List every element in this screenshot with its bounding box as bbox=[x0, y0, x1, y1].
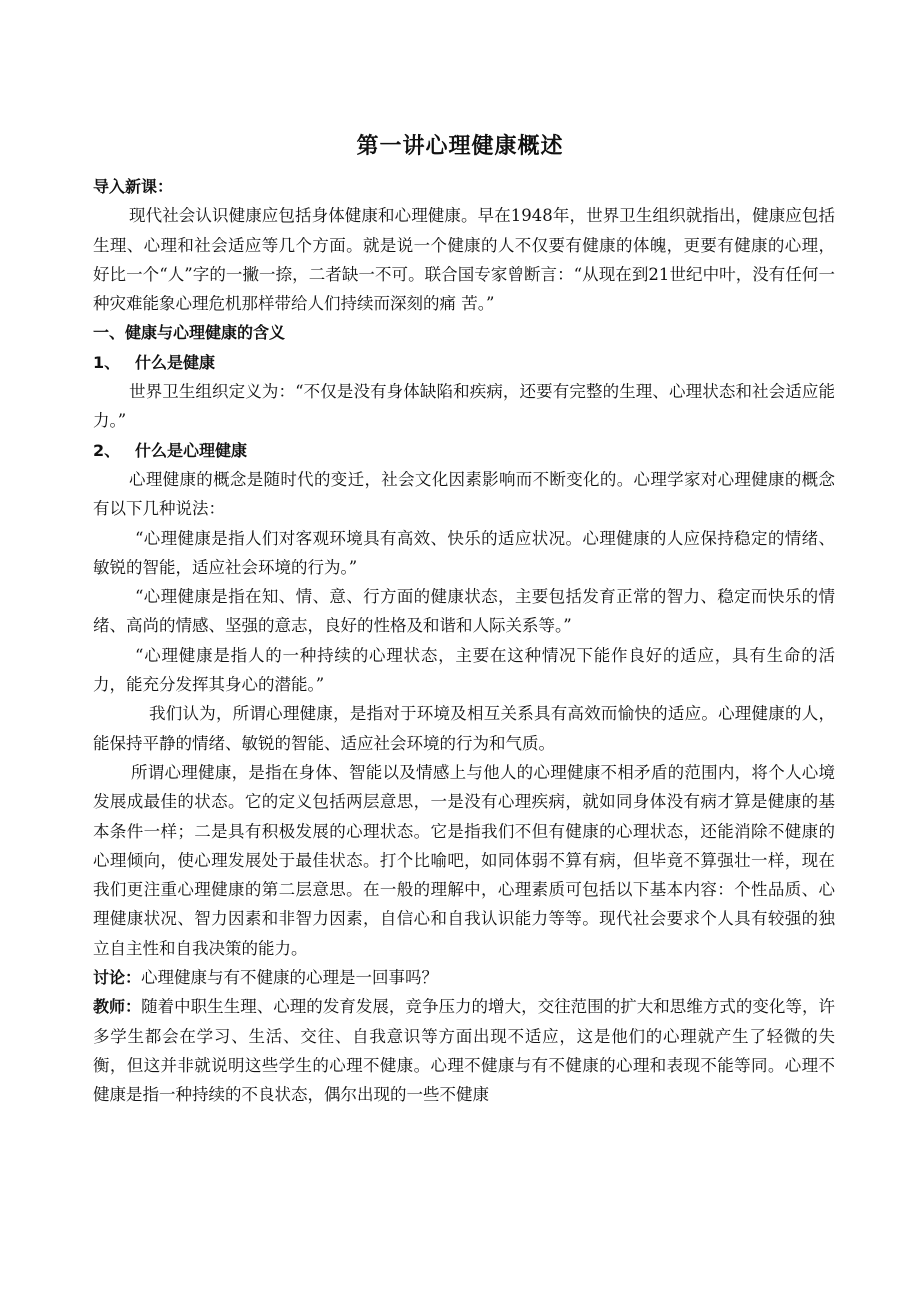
quote-1: “心理健康是指人们对客观环境具有高效、快乐的适应状况。心理健康的人应保持稳定的情绪、敏锐的智能，适应社会环境的行为。” bbox=[93, 528, 835, 577]
subsection1-heading-row bbox=[93, 348, 835, 377]
document-title: 第一讲心理健康概述 bbox=[356, 134, 564, 159]
discussion-paragraph bbox=[93, 963, 835, 992]
teacher-label: 教师： bbox=[93, 997, 142, 1017]
document-body bbox=[93, 172, 835, 1110]
quote-2: “心理健康是指在知、情、意、行方面的健康状态，主要包括发育正常的智力、稳定而快乐的情绪、高尚的情感、坚强的意志，良好的性格及和谐和人际关系等。” bbox=[93, 587, 835, 636]
intro-heading: 导入新课： bbox=[93, 177, 174, 196]
our-view-paragraph: 我们认为，所谓心理健康，是指对于环境及相互关系具有高效而愉快的适应。心理健康的人，能保持平静的情绪、敏锐的智能、适应社会环境的行为和气质。 bbox=[93, 704, 835, 753]
discussion-text: 心理健康与有不健康的心理是一回事吗？ bbox=[141, 968, 439, 988]
mental-health-concept-paragraph: 心理健康的概念是随时代的变迁，社会文化因素影响而不断变化的。心理学家对心理健康的概念有以下几种说法： bbox=[93, 469, 835, 519]
health-definition-paragraph: 世界卫生组织定义为：“不仅是没有身体缺陷和疾病，还要有完整的生理、心理状态和社会适应能力。” bbox=[93, 382, 835, 431]
teacher-text: 随着中职生生理、心理的发育发展，竞争压力的增大，交往范围的扩大和思维方式的变化等，许多学生都会在学习、生活、交往、自我意识等方面出现不适应，这是他们的心理就产生了轻微的失衡，但这并非就说明这些学生的心理不健康。心理不健康与有不健康的心理和表现不能等同。心理不健康是指一种持续的不良状态，偶尔出现的一些不健康 bbox=[93, 997, 835, 1105]
definition-paragraph: 所谓心理健康，是指在身体、智能以及情感上与他人的心理健康不相矛盾的范围内，将个人心境发展成最佳的状态。它的定义包括两层意思，一是没有心理疾病，就如同身体没有病才算是健康的基本条件一样；二是具有积极发展的心理状态。它是指我们不但有健康的心理状态，还能消除不健康的心理倾向，使心理发展处于最佳状态。打个比喻吧，如同体弱不算有病，但毕竟不算强壮一样，现在我们更注重心理健康的第二层意思。在一般的理解中，心理素质可包括以下基本内容：个性品质、心理健康状况、智力因素和非智力因素，自信心和自我认识能力等等。现代社会要求个人具有较强的独立自主性和自我决策的能力。 bbox=[93, 762, 835, 958]
teacher-paragraph bbox=[93, 992, 835, 1109]
section1-heading: 一、健康与心理健康的含义 bbox=[93, 323, 286, 343]
quote-3: “心理健康是指人的一种持续的心理状态，主要在这种情况下能作良好的适应，具有生命的活力，能充分发挥其身心的潜能。” bbox=[93, 645, 835, 695]
subsection2-heading-row bbox=[93, 436, 835, 465]
subsection2-number: 2、 bbox=[93, 440, 121, 460]
subsection1-heading: 什么是健康 bbox=[135, 352, 216, 372]
subsection1-number: 1、 bbox=[93, 352, 121, 372]
intro-paragraph: 现代社会认识健康应包括身体健康和心理健康。早在1948年，世界卫生组织就指出，健康应包括生理、心理和社会适应等几个方面。就是说一个健康的人不仅要有健康的体魄，更要有健康的心理，好比一个“人”字的一撇一捺，二者缺一不可。联合国专家曾断言：“从现在到21世纪中叶，没有任何一种灾难能象心理危机那样带给人们持续而深刻的痛 苦。” bbox=[93, 206, 835, 314]
discussion-label: 讨论： bbox=[93, 968, 142, 988]
subsection2-heading: 什么是心理健康 bbox=[135, 440, 248, 460]
